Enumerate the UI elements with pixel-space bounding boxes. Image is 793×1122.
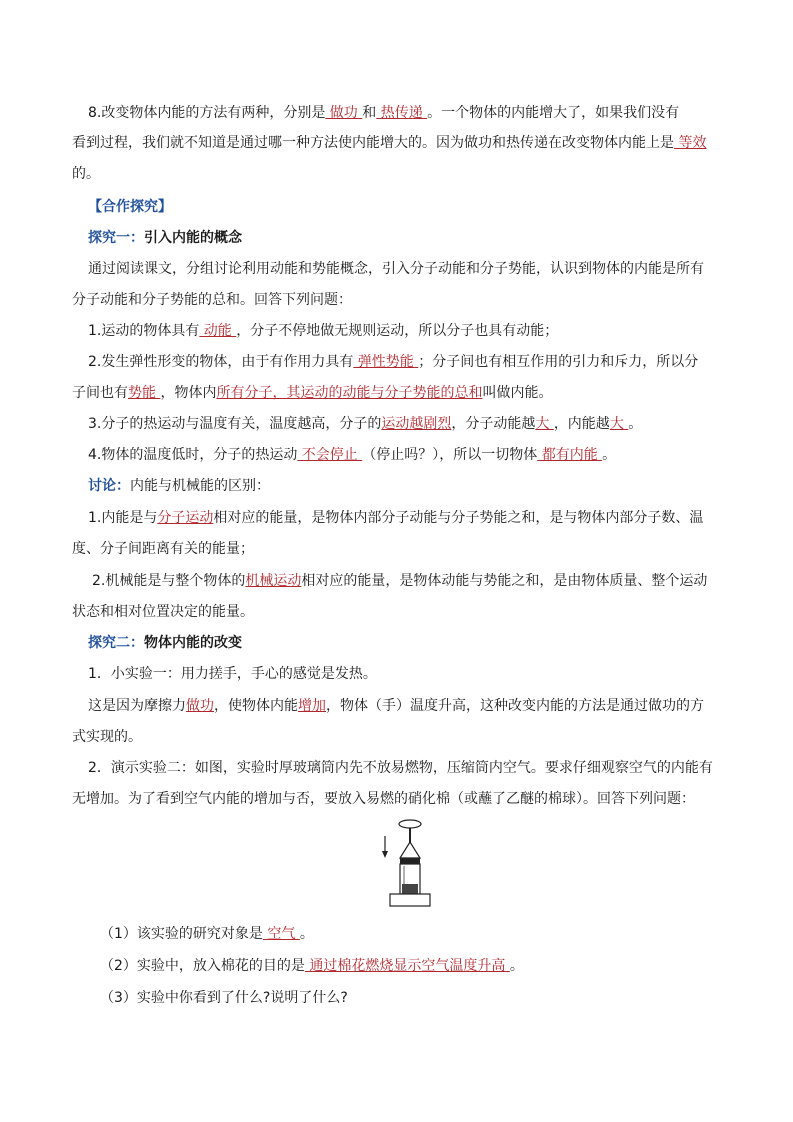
text: ，使物体内能 [214, 698, 298, 714]
text-line [88, 103, 679, 123]
compression-cylinder-figure [380, 818, 440, 914]
text: 子间也有 [72, 385, 128, 401]
text: 状态和相对位置决定的能量。 [72, 604, 254, 620]
subheading-title: 引入内能的概念 [144, 230, 242, 246]
answer: 通过棉花燃烧显示空气温度升高 [304, 958, 510, 974]
text: ，物体内 [160, 385, 217, 401]
text: 1.内能是与 [88, 510, 158, 526]
text: 相对应的能量，是物体内部分子动能与分子势能之和，是与物体内部分子数、温 [213, 510, 704, 526]
text: 2.机械能是与整个物体的 [92, 573, 246, 589]
text-line [92, 571, 707, 591]
text: ，分子动能越 [451, 416, 536, 432]
text: （3）实验中你看到了什么?说明了什么? [100, 990, 348, 1006]
text-line [72, 164, 100, 184]
text: 看到过程，我们就不知道是通过哪一种方法使内能增大的。因为做功和热传递在改变物体内能上是 [72, 135, 674, 151]
text: （2）实验中，放入棉花的目的是 [100, 958, 305, 974]
text-line [88, 664, 377, 684]
question-line [100, 924, 314, 944]
text: 2．演示实验二：如图，实验时厚玻璃筒内先不放易燃物，压缩筒内空气。要求仔细观察空气的内能有 [88, 760, 713, 776]
text: 和 [362, 105, 377, 121]
text-line [88, 414, 642, 434]
text: 。一个物体的内能增大了，如果我们没有 [427, 105, 680, 121]
answer: 大 [609, 416, 629, 432]
text-line [72, 539, 254, 559]
text: ；分子间也有相互作用的引力和斥力，所以分 [418, 354, 699, 370]
answer: 不会停止 [297, 447, 363, 463]
text-line [72, 290, 352, 310]
answer: 机械运动 [245, 573, 302, 589]
answer: 热传递 [376, 105, 428, 121]
text: 4.物体的温度低时，分子的热运动 [88, 447, 298, 463]
subheading-label: 讨论： [88, 478, 130, 494]
text-line [88, 508, 703, 528]
section-heading: 【合作探究】 [88, 199, 172, 215]
cylinder-diagram-icon [380, 818, 440, 910]
text: ，内能越 [553, 416, 610, 432]
subheading-label: 探究一： [88, 230, 144, 246]
text: 通过阅读课文，分组讨论利用动能和势能概念，引入分子动能和分子势能，认识到物体的内能是所有 [88, 261, 704, 277]
text-line [88, 696, 704, 716]
text-line [88, 321, 558, 341]
subheading [88, 633, 242, 653]
discussion-heading [88, 476, 270, 496]
question-line [100, 988, 348, 1008]
subheading-label: 探究二： [88, 635, 144, 651]
subheading-title: 物体内能的改变 [144, 635, 242, 651]
text: （1）该实验的研究对象是 [100, 926, 263, 942]
text-line [88, 758, 713, 778]
text-line [72, 727, 142, 747]
answer: 空气 [262, 926, 300, 942]
question-line [100, 956, 524, 976]
text: ，物体（手）温度升高，这种改变内能的方法是通过做功的方 [326, 698, 704, 714]
text: （停止吗？），所以一切物体 [362, 447, 538, 463]
text: 无增加。为了看到空气内能的增加与否，要放入易燃的硝化棉（或蘸了乙醚的棉球）。回答下列问题： [72, 791, 695, 807]
text: 的。 [72, 166, 100, 182]
answer: 等效 [674, 135, 707, 151]
answer: 运动越剧烈 [381, 416, 452, 432]
text: 2.发生弹性形变的物体，由于有作用力具有 [88, 354, 354, 370]
text: ，分子不停地做无规则运动，所以分子也具有动能； [236, 323, 559, 339]
text: 叫做内能。 [482, 385, 553, 401]
text: 相对应的能量，是物体动能与势能之和，是由物体质量、整个运动 [301, 573, 708, 589]
text: 。 [602, 447, 617, 463]
text: 这是因为摩擦力 [88, 698, 186, 714]
subheading [88, 228, 242, 248]
text-line [72, 789, 695, 809]
text: 1.运动的物体具有 [88, 323, 200, 339]
text: 度、分子间距离有关的能量； [72, 541, 254, 557]
text-line [88, 445, 616, 465]
text: 3.分子的热运动与温度有关，温度越高，分子的 [88, 416, 382, 432]
answer: 动能 [199, 323, 237, 339]
text: 。 [509, 958, 524, 974]
text: 。 [299, 926, 314, 942]
text: 式实现的。 [72, 729, 142, 745]
answer: 弹性势能 [353, 354, 419, 370]
text-line [88, 352, 698, 372]
text: 。 [628, 416, 643, 432]
answer: 做功 [186, 698, 214, 714]
answer: 大 [535, 416, 554, 432]
text: 分子动能和分子势能的总和。回答下列问题： [72, 292, 352, 308]
text-line [72, 133, 706, 153]
answer: 做功 [325, 105, 363, 121]
text-line [72, 383, 552, 403]
text: 内能与机械能的区别： [130, 478, 270, 494]
text-line [88, 259, 704, 279]
text: 8.改变物体内能的方法有两种，分别是 [88, 105, 326, 121]
answer: 增加 [298, 698, 326, 714]
text: 1．小实验一：用力搓手，手心的感觉是发热。 [88, 666, 377, 682]
answer: 所有分子，其运动的动能与分子势能的总和 [216, 385, 483, 401]
answer: 分子运动 [157, 510, 214, 526]
text-line [72, 602, 254, 622]
answer: 都有内能 [537, 447, 603, 463]
answer: 势能 [128, 385, 161, 401]
